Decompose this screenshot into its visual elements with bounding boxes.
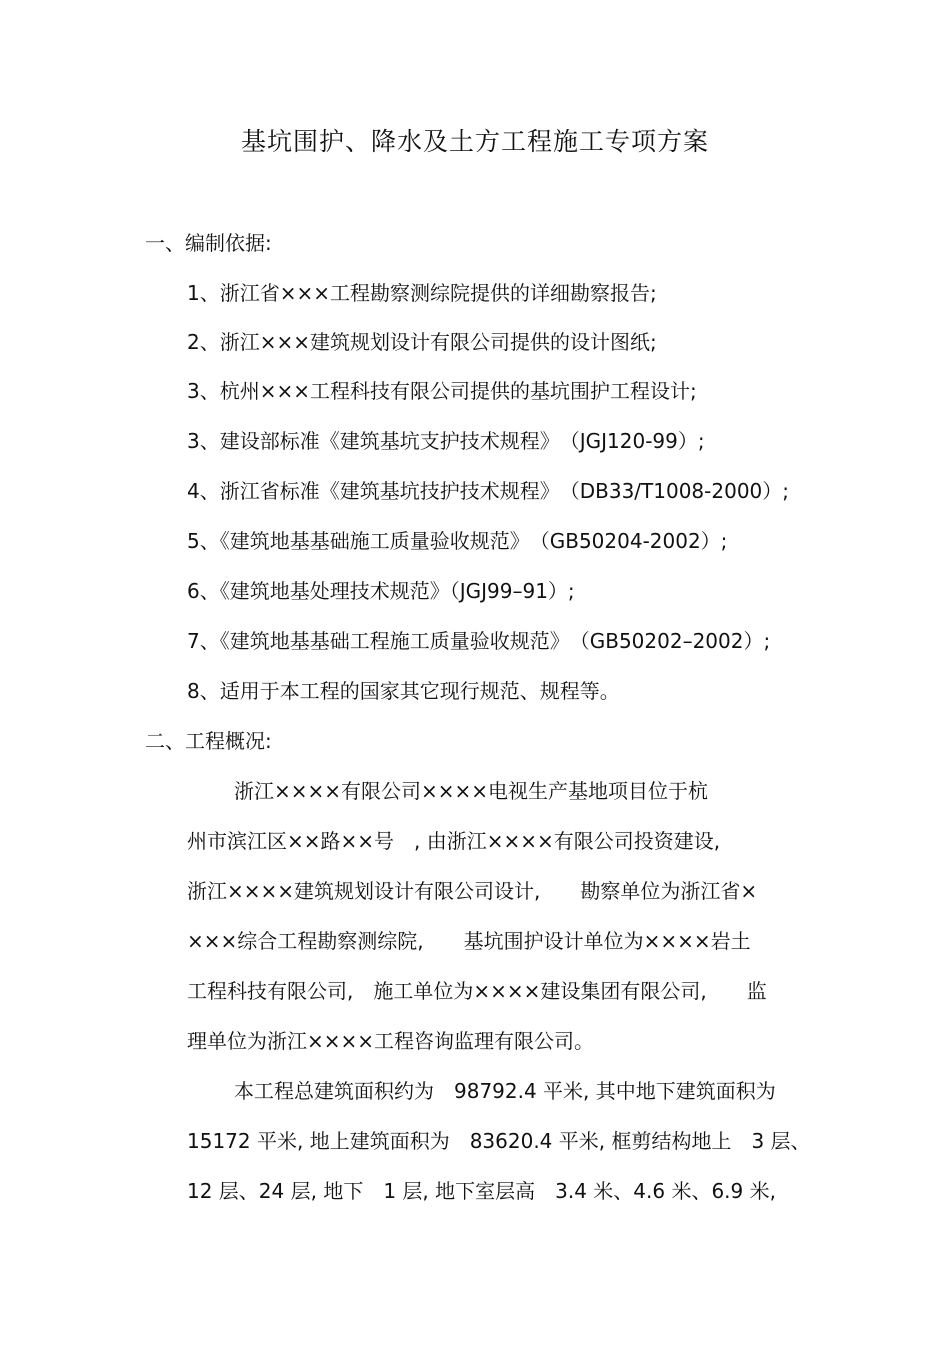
list-item: 1、浙江省×××工程勘察测综院提供的详细勘察报告;	[187, 281, 657, 305]
list-item: 7、《建筑地基基础工程施工质量验收规范》 （GB50202–2002）;	[187, 629, 771, 653]
paragraph-line: 浙江××××有限公司××××电视生产基地项目位于杭	[234, 779, 709, 803]
document-title: 基坑围护、降水及土方工程施工专项方案	[240, 127, 709, 156]
paragraph-line: 浙江××××建筑规划设计有限公司设计, 勘察单位为浙江省×	[187, 879, 758, 903]
paragraph-line: 15172 平米, 地上建筑面积为 83620.4 平米, 框剪结构地上 3 层、	[187, 1129, 811, 1153]
list-item: 3、杭州×××工程科技有限公司提供的基坑围护工程设计;	[187, 379, 697, 403]
list-item: 8、适用于本工程的国家其它现行规范、规程等。	[187, 679, 620, 703]
paragraph-line: 工程科技有限公司, 施工单位为××××建设集团有限公司, 监	[187, 979, 767, 1003]
paragraph-line: 州市滨江区××路××号 , 由浙江××××有限公司投资建设,	[187, 829, 721, 853]
paragraph-line: ×××综合工程勘察测综院, 基坑围护设计单位为××××岩土	[187, 929, 751, 953]
list-item: 5、《建筑地基基础施工质量验收规范》 （GB50204-2002）;	[187, 529, 728, 553]
section-heading-overview: 二、工程概况:	[145, 729, 272, 753]
paragraph-line: 12 层、24 层, 地下 1 层, 地下室层高 3.4 米、4.6 米、6.9 米,	[187, 1179, 776, 1203]
list-item: 3、建设部标准《建筑基坑支护技术规程》 （JGJ120-99）;	[187, 429, 705, 453]
list-item: 4、浙江省标准《建筑基坑技护技术规程》 （DB33/T1008-2000）;	[187, 479, 790, 503]
section-heading-basis: 一、编制依据:	[145, 231, 272, 255]
list-item: 2、浙江×××建筑规划设计有限公司提供的设计图纸;	[187, 330, 657, 354]
paragraph-line: 本工程总建筑面积约为 98792.4 平米, 其中地下建筑面积为	[234, 1079, 776, 1103]
paragraph-line: 理单位为浙江××××工程咨询监理有限公司。	[187, 1029, 595, 1053]
list-item: 6、《建筑地基处理技术规范》（JGJ99–91）;	[187, 579, 575, 603]
